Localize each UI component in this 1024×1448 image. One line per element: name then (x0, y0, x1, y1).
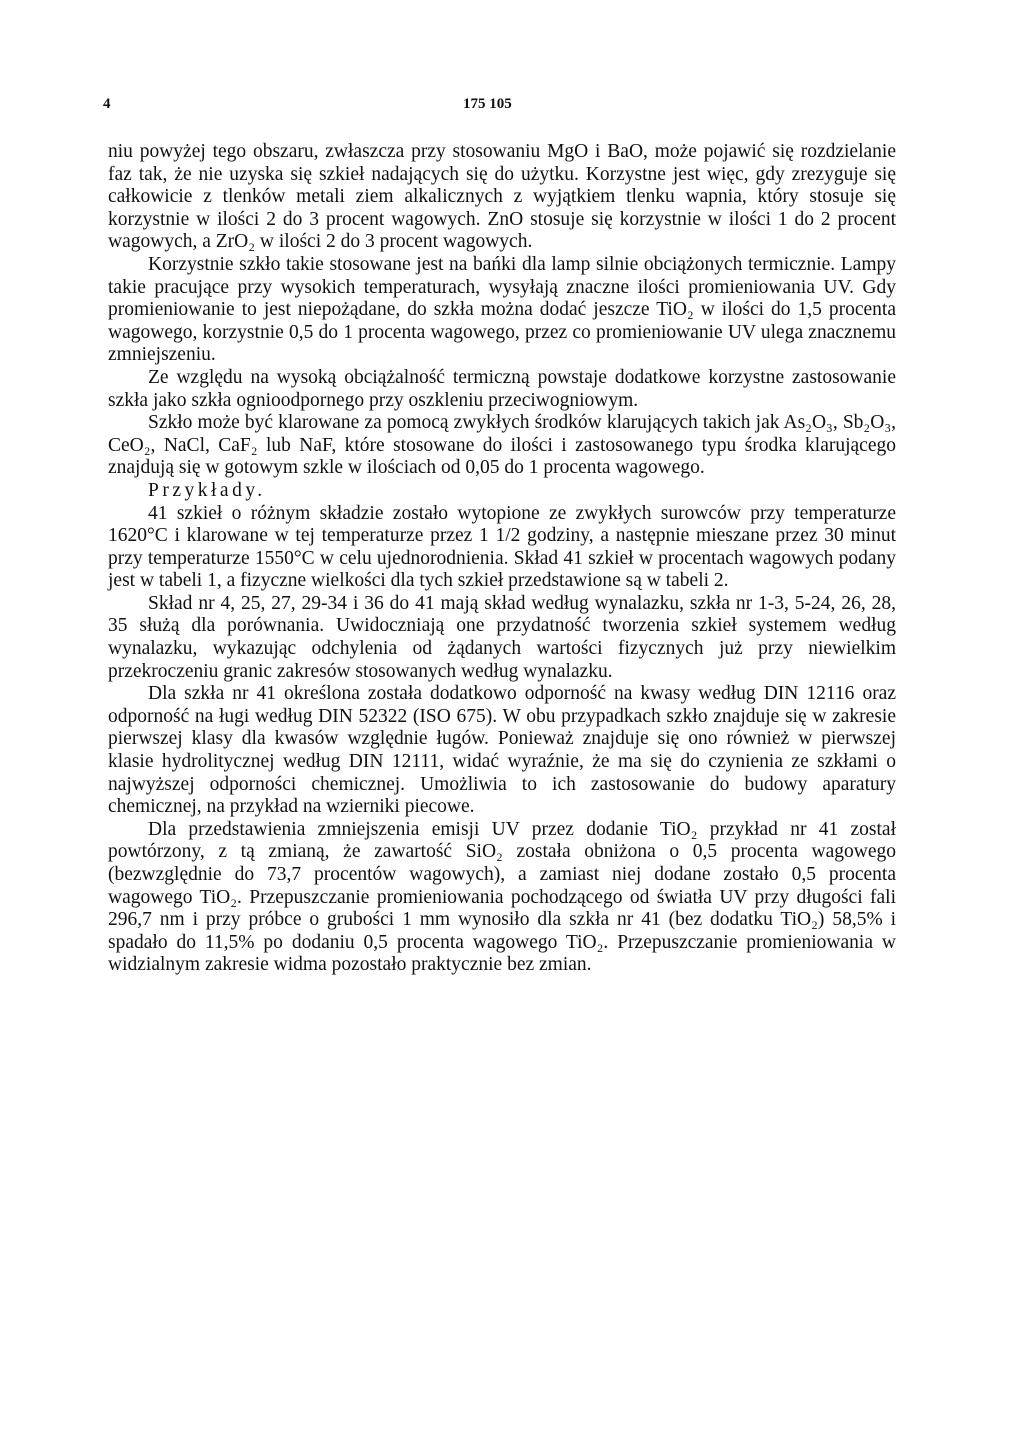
paragraph-uv-emission: Dla przedstawienia zmniejszenia emisji UV przez dodanie TiO₂ przykład nr 41 został powtórzony, z tą zmianą, że zawartość SiO₂ została obniżona o 0,5 procenta wagowego (bezwzględnie do 73,7 procentów wagowych), a zamiast niej dodane zostało 0,5 procenta wagowego TiO₂. Przepuszczanie promieniowania pochodzącego od światła UV przy długości fali 296,7 nm i przy próbce o grubości 1 mm wynosiło dla szkła nr 41 (bez dodatku TiO₂) 58,5% i spadało do 11,5% po dodaniu 0,5 procenta wagowego TiO₂. Przepuszczanie promieniowania w widzialnym zakresie widma pozostało praktycznie bez zmian. (108, 818, 896, 976)
examples-heading: Przykłady. (148, 479, 266, 501)
document-code: 175 105 (463, 96, 512, 112)
paragraph-fireproof: Ze względu na wysoką obciążalność termiczną powstaje dodatkowe korzystne zastosowanie szkła jako szkła ognioodpornego przy oszkleniu przeciwogniowym. (108, 366, 896, 411)
paragraph-compositions: Skład nr 4, 25, 27, 29-34 i 36 do 41 mają skład według wynalazku, szkła nr 1-3, 5-24, 26, 28, 35 służą dla porównania. Uwidoczniają one przydatność tworzenia szkieł systemem według wynalazku, wykazując odchylenia od żądanych wartości fizycznych już przy niewielkim przekroczeniu granic zakresów stosowanych według wynalazku. (108, 592, 896, 682)
paragraph-resistance: Dla szkła nr 41 określona została dodatkowo odporność na kwasy według DIN 12116 oraz odporność na ługi według DIN 52322 (ISO 675). W obu przypadkach szkło znajduje się w zakresie pierwszej klasy dla kwasów względnie ługów. Ponieważ znajduje się ono również w pierwszej klasie hydrolitycznej według DIN 12111, widać wyraźnie, że ma się do czynienia ze szkłami o najwyższej odporności chemicznej. Umożliwia to ich zastosowanie do budowy aparatury chemicznej, na przykład na wzierniki piecowe. (108, 683, 896, 818)
page-number: 4 (103, 96, 111, 112)
paragraph-lamps: Korzystnie szkło takie stosowane jest na bańki dla lamp silnie obciążonych termicznie. Lampy takie pracujące przy wysokich temperaturach, wysyłają znaczne ilości promieniowania UV. Gdy promieniowanie to jest niepożądane, do szkła można dodać jeszcze TiO₂ w ilości do 1,5 procenta wagowego, korzystnie 0,5 do 1 procenta wagowego, przez co promieniowanie UV ulega znacznemu zmniejszeniu. (108, 253, 896, 366)
paragraph-continuation: niu powyżej tego obszaru, zwłaszcza przy stosowaniu MgO i BaO, może pojawić się rozdzielanie faz tak, że nie uzyska się szkieł nadających się do użytku. Korzystne jest więc, gdy zrezyguje się całkowicie z tlenków metali ziem alkalicznych z wyjątkiem tlenku wapnia, który stosuje się korzystnie w ilości 2 do 3 procent wagowych. ZnO stosuje się korzystnie w ilości 1 do 2 procent wagowych, a ZrO₂ w ilości 2 do 3 procent wagowych. (108, 141, 896, 253)
paragraph-melting: 41 szkieł o różnym składzie zostało wytopione ze zwykłych surowców przy temperaturze 1620°C i klarowane w tej temperaturze przez 1 1/2 godziny, a następnie mieszane przez 30 minut przy temperaturze 1550°C w celu ujednorodnienia. Skład 41 szkieł w procentach wagowych podany jest w tabeli 1, a fizyczne wielkości dla tych szkieł przedstawione są w tabeli 2. (108, 502, 896, 592)
body-text (108, 141, 896, 977)
paragraph-refining: Szkło może być klarowane za pomocą zwykłych środków klarujących takich jak As₂O₃, Sb₂O₃, CeO₂, NaCl, CaF₂ lub NaF, które stosowane do ilości i zastosowanego typu środka klarującego znajdują się w gotowym szkle w ilościach od 0,05 do 1 procenta wagowego. (108, 412, 896, 479)
